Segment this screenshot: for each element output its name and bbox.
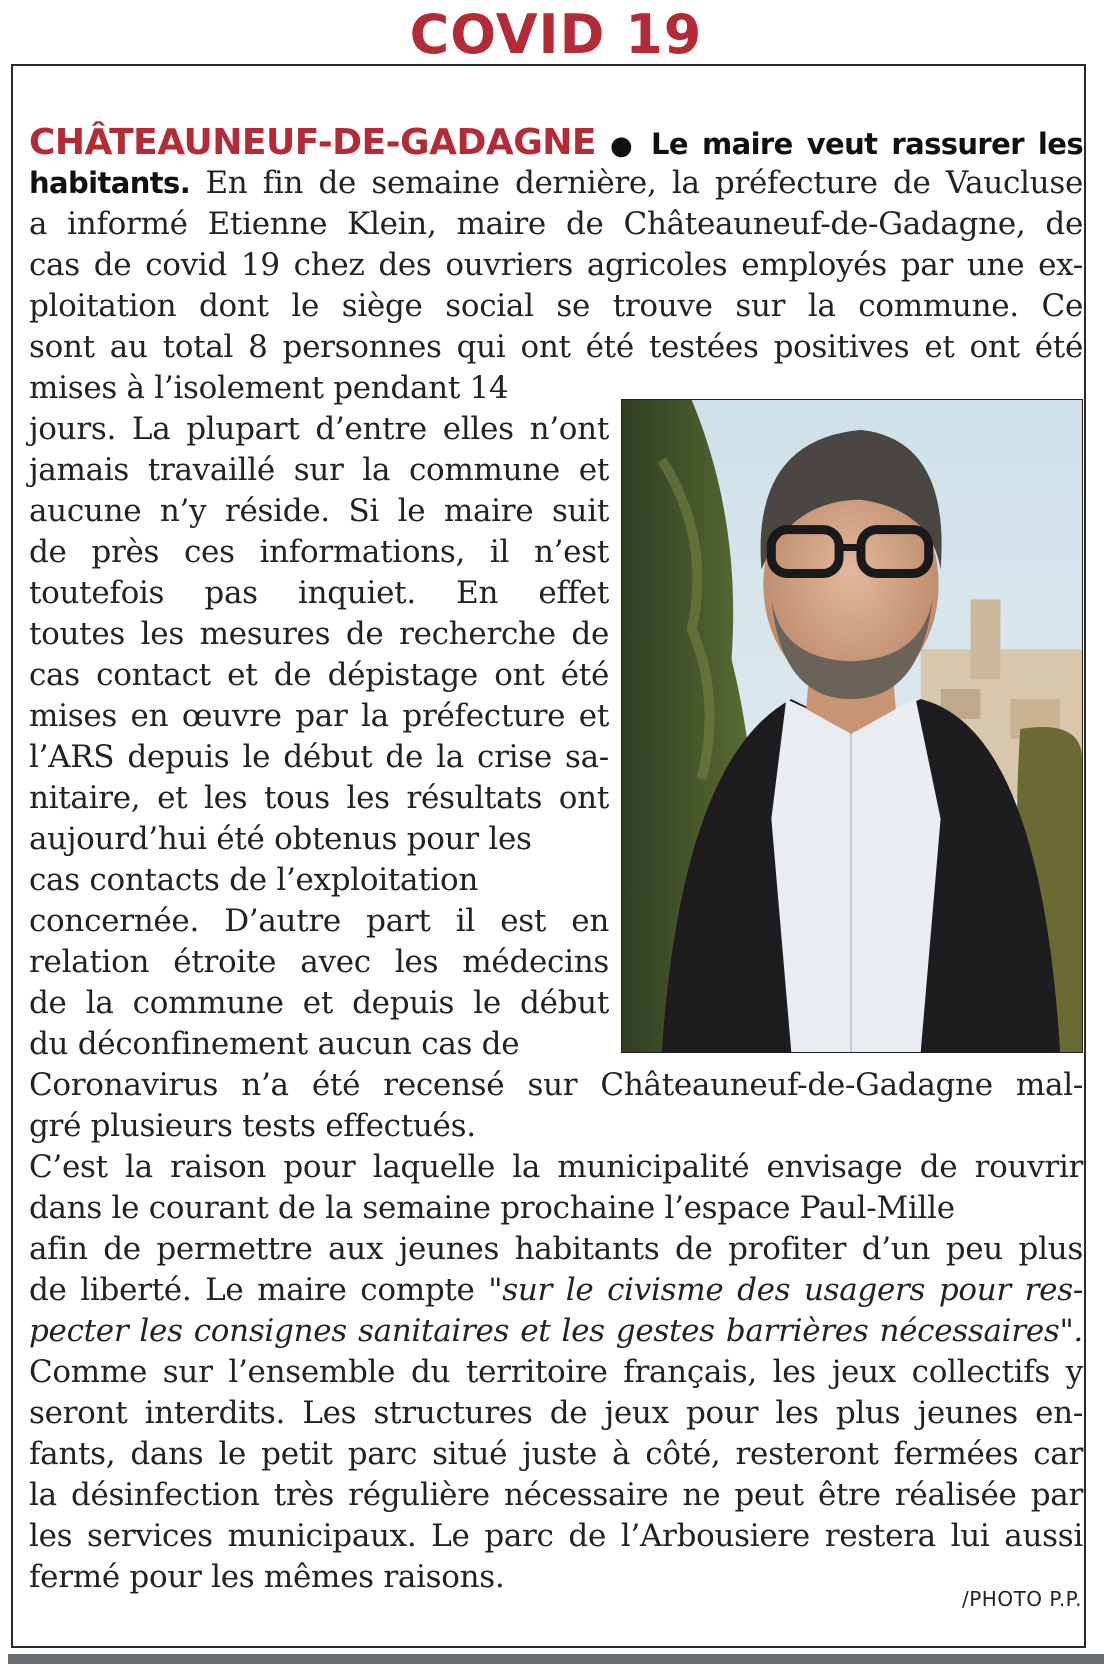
text-line: de près ces informations, il n’est <box>29 534 609 570</box>
mayor-quote: "sur le civisme des usagers pour res- <box>488 1272 1083 1308</box>
text-line: nitaire, et les tous les résultats ont <box>29 780 609 816</box>
text-line: relation étroite avec les médecins <box>29 944 609 980</box>
text-line: la désinfection très régulière nécessaire ne peut être réalisée par <box>29 1477 1083 1513</box>
text-line: a informé Etienne Klein, maire de Châteauneuf-de-Gadagne, de <box>29 206 1083 242</box>
text-line: afin de permettre aux jeunes habitants de profiter d’un peu plus <box>29 1231 1083 1267</box>
article-lead-end: habitants. <box>29 166 191 200</box>
text-line: cas contact et de dépistage ont été <box>29 657 609 693</box>
text-line: C’est la raison pour laquelle la municipalité envisage de rouvrir <box>29 1149 1083 1185</box>
article-body <box>29 122 1083 1598</box>
text-line: les services municipaux. Le parc de l’Arbousiere restera lui aussi <box>29 1518 1083 1554</box>
text-line: Comme sur l’ensemble du territoire français, les jeux collectifs y <box>29 1354 1083 1390</box>
text-line: sont au total 8 personnes qui ont été testées positives et ont été <box>29 329 1083 365</box>
text-line: jours. La plupart d’entre elles n’ont <box>29 411 609 447</box>
bullet-icon: ● <box>610 131 637 161</box>
text-line <box>29 1270 1083 1311</box>
text-line: du déconfinement aucun cas de <box>29 1026 520 1062</box>
headline-line <box>29 122 1083 163</box>
text-line: seront interdits. Les structures de jeux pour les plus jeunes en- <box>29 1395 1083 1431</box>
text-line: fants, dans le petit parc situé juste à côté, resteront fermées car <box>29 1436 1083 1472</box>
article-lead: Le maire veut rassurer les <box>651 127 1083 161</box>
mayor-quote-line: pecter les consignes sanitaires et les gestes barrières nécessaires". <box>29 1313 1083 1349</box>
text-line: ploitation dont le siège social se trouve sur la commune. Ce <box>29 288 1083 324</box>
text-line: aucune n’y réside. Si le maire suit <box>29 493 609 529</box>
photo-credit: /PHOTO P.P. <box>961 1587 1082 1611</box>
text-line: cas de covid 19 chez des ouvriers agricoles employés par une ex- <box>29 247 1083 283</box>
text-line: Coronavirus n’a été recensé sur Châteauneuf-de-Gadagne mal- <box>29 1067 1083 1103</box>
article-kicker: CHÂTEAUNEUF-DE-GADAGNE <box>29 122 596 163</box>
text-line: de la commune et depuis le début <box>29 985 609 1021</box>
text-line: gré plusieurs tests effectués. <box>29 1108 476 1144</box>
text-line: toutefois pas inquiet. En effet <box>29 575 609 611</box>
text-line: fermé pour les mêmes raisons. <box>29 1559 505 1595</box>
section-rubric: COVID 19 <box>409 3 703 66</box>
text-line: aujourd’hui été obtenus pour les <box>29 821 532 857</box>
text-fragment: de liberté. Le maire compte <box>29 1272 489 1308</box>
text-line: cas contacts de l’exploitation <box>29 862 479 898</box>
text-line: toutes les mesures de recherche de <box>29 616 609 652</box>
text-line: mises à l’isolement pendant 14 <box>29 370 509 406</box>
text-line: l’ARS depuis le début de la crise sa- <box>29 739 609 775</box>
text-line: mises en œuvre par la préfecture et <box>29 698 609 734</box>
text-line: concernée. D’autre part il est en <box>29 903 609 939</box>
text-line: dans le courant de la semaine prochaine l’espace Paul-Mille <box>29 1190 955 1226</box>
text-fragment: En fin de semaine dernière, la préfecture de Vaucluse <box>190 165 1083 201</box>
bottom-rule <box>8 1654 1104 1664</box>
text-line <box>29 163 1083 204</box>
text-line: jamais travaillé sur la commune et <box>29 452 609 488</box>
